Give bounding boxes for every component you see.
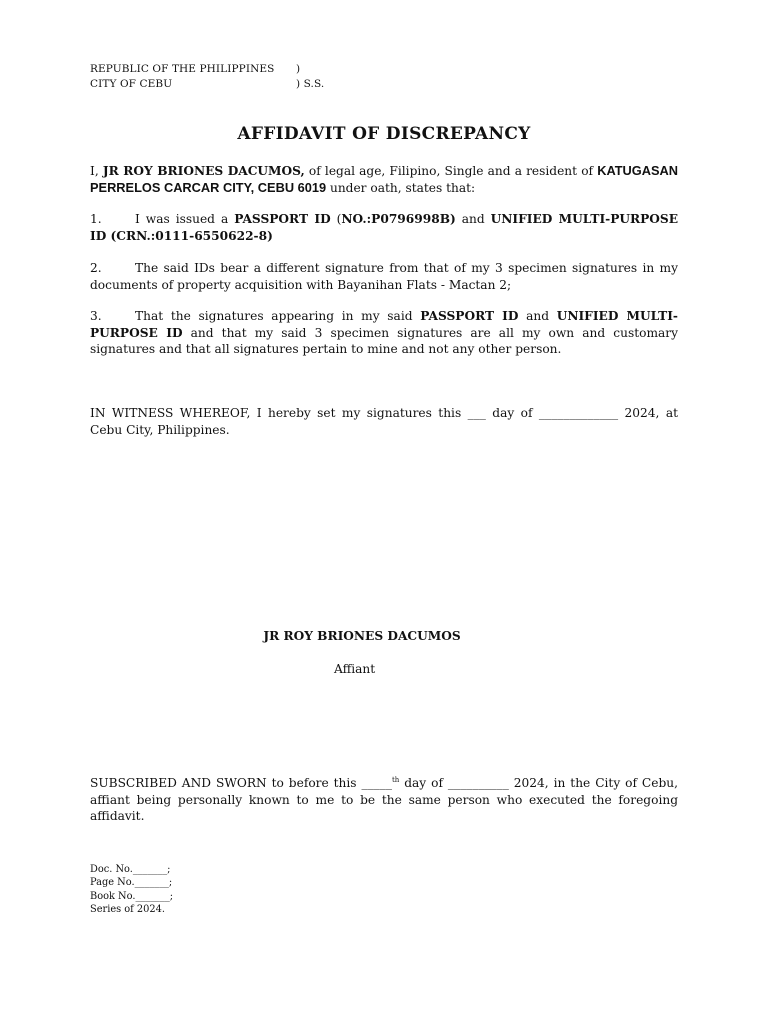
series-year: Series of 2024. [90, 904, 165, 916]
passport-id: PASSPORT ID [420, 309, 519, 323]
intro-suffix: under oath, states that: [326, 180, 476, 195]
venue-ss: ) S.S. [296, 78, 325, 90]
affiant-name: JR ROY BRIONES DACUMOS, [102, 164, 305, 178]
venue-city: CITY OF CEBU [90, 78, 173, 90]
venue-block [90, 62, 325, 92]
umid-number: UNIFIED MULTI-PURPOSE ID (CRN.:0111-6550622-8) [90, 212, 678, 243]
passport-number: NO.:P0796998B) [341, 212, 456, 226]
signature-role: Affiant [334, 662, 376, 676]
paragraph-text: ( [330, 212, 342, 226]
paragraph-text: That the signatures appearing in my said [135, 309, 421, 323]
jurat-text: day of __________ 2024, in the City of Cebu, affiant being personally known to me to be the same person who executed the foregoing affidavit. [90, 776, 678, 823]
doc-number: Doc. No._______; [90, 864, 171, 875]
passport-id: PASSPORT ID [234, 212, 331, 226]
page-number: Page No._______; [90, 877, 173, 889]
notarial-register [90, 863, 173, 917]
umid-id: UNIFIED MULTI-PURPOSE ID [90, 309, 678, 340]
paragraph-text: and that my said 3 specimen signatures are all my own and customary signatures and that all signatures pertain to mine and not any other person. [90, 325, 678, 356]
venue-line-city [90, 77, 325, 92]
book-number: Book No._______; [90, 890, 174, 902]
intro-middle: of legal age, Filipino, Single and a resident of [304, 164, 598, 178]
signature-name: JR ROY BRIONES DACUMOS [263, 629, 461, 643]
witness-clause: IN WITNESS WHEREOF, I hereby set my signatures this ___ day of _____________ 2024, at Cebu City, Philippines. [90, 406, 678, 437]
intro-prefix: I, [90, 164, 103, 178]
paragraph-number: 3. [90, 309, 102, 323]
paragraph-2 [90, 260, 678, 293]
jurat-text: SUBSCRIBED AND SWORN to before this _____ [90, 776, 392, 790]
paragraph-text: and [518, 309, 557, 323]
venue-republic: REPUBLIC OF THE PHILIPPINES [90, 63, 275, 75]
paragraph-1 [90, 211, 678, 244]
ordinal-suffix: th [391, 775, 400, 784]
document-title: AFFIDAVIT OF DISCREPANCY [237, 124, 531, 144]
paragraph-number: 1. [90, 212, 102, 226]
venue-bracket: ) [296, 63, 301, 75]
paragraph-text: I was issued a [135, 212, 235, 226]
intro-paragraph [90, 163, 678, 196]
venue-line-republic [90, 62, 301, 77]
paragraph-text: The said IDs bear a different signature from that of my 3 specimen signatures in my documents of property acquisition with Bayanihan Flats - Mactan 2; [90, 261, 678, 292]
paragraph-number: 2. [90, 261, 102, 275]
jurat-paragraph [90, 775, 678, 825]
paragraph-3 [90, 308, 678, 358]
affiant-address: KATUGASAN PERRELOS CARCAR CITY, CEBU 6019 [90, 163, 679, 195]
paragraph-text: and [455, 212, 491, 226]
